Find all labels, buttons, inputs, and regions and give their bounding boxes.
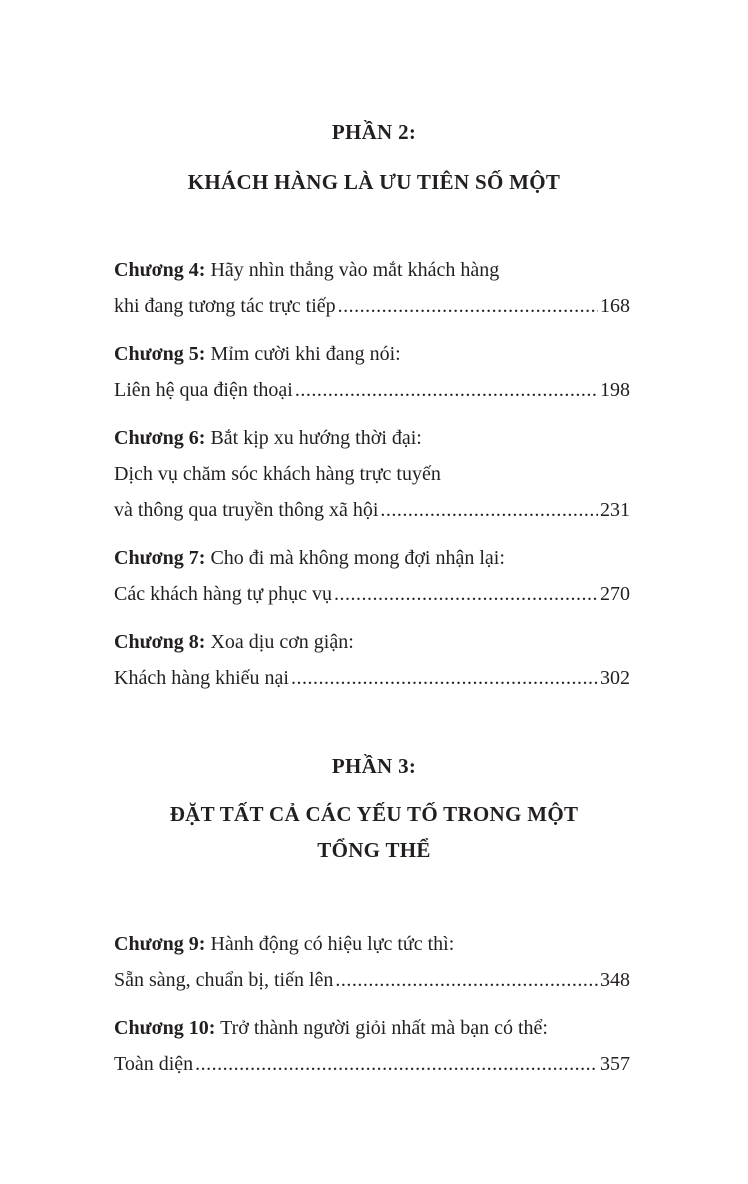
chapter-5-leader-line[interactable] (114, 378, 630, 402)
chapter-title-line: Sẵn sàng, chuẩn bị, tiến lên (114, 969, 334, 991)
chapter-title-line: Hãy nhìn thẳng vào mắt khách hàng (210, 259, 500, 281)
part-3-title-line-2: TỔNG THỂ (317, 838, 431, 862)
chapter-title-line: Hành động có hiệu lực tức thì: (210, 933, 455, 955)
chapter-label: Chương 4: (114, 259, 206, 281)
chapter-6-leader-line[interactable] (114, 498, 630, 522)
dot-leader (335, 968, 598, 992)
chapter-label: Chương 7: (114, 547, 206, 569)
page-number: 231 (600, 499, 630, 521)
page-number: 348 (600, 969, 630, 991)
chapter-title-line: Toàn diện (114, 1053, 194, 1075)
chapter-10-leader-line[interactable] (114, 1052, 630, 1076)
part-2-title: KHÁCH HÀNG LÀ ƯU TIÊN SỐ MỘT (187, 170, 561, 194)
part-3-heading: PHẦN 3: (331, 754, 417, 778)
chapter-6-middle-line: Dịch vụ chăm sóc khách hàng trực tuyến (114, 463, 441, 485)
chapter-label: Chương 6: (114, 427, 206, 449)
chapter-title-line: Khách hàng khiếu nại (114, 667, 289, 689)
chapter-title-line: Trở thành người giỏi nhất mà bạn có thể: (220, 1017, 548, 1039)
page-number: 270 (600, 583, 630, 605)
chapter-title-line: Các khách hàng tự phục vụ (114, 583, 332, 605)
dot-leader (195, 1052, 598, 1076)
dot-leader (338, 294, 598, 318)
dot-leader (334, 582, 598, 606)
page-number: 357 (600, 1053, 630, 1075)
page-number: 302 (600, 667, 630, 689)
chapter-4-entry[interactable] (114, 258, 630, 282)
chapter-label: Chương 8: (114, 631, 206, 653)
chapter-7-entry[interactable] (114, 546, 630, 570)
chapter-title-line: và thông qua truyền thông xã hội (114, 499, 379, 521)
chapter-label: Chương 9: (114, 933, 206, 955)
chapter-8-leader-line[interactable] (114, 666, 630, 690)
chapter-title-line: Liên hệ qua điện thoại (114, 379, 293, 401)
page-number: 168 (600, 295, 630, 317)
dot-leader (295, 378, 598, 402)
dot-leader (380, 498, 598, 522)
chapter-7-leader-line[interactable] (114, 582, 630, 606)
chapter-label: Chương 10: (114, 1017, 216, 1039)
chapter-label: Chương 5: (114, 343, 206, 365)
chapter-title-line: Mỉm cười khi đang nói: (210, 343, 401, 365)
chapter-8-entry[interactable] (114, 630, 630, 654)
chapter-4-leader-line[interactable] (114, 294, 630, 318)
chapter-9-leader-line[interactable] (114, 968, 630, 992)
part-3-title-line-1: ĐẶT TẤT CẢ CÁC YẾU TỐ TRONG MỘT (169, 802, 579, 826)
chapter-10-entry[interactable] (114, 1016, 630, 1040)
part-2-heading: PHẦN 2: (331, 120, 417, 144)
chapter-title-line: Bắt kịp xu hướng thời đại: (210, 427, 422, 449)
chapter-title-line: Cho đi mà không mong đợi nhận lại: (210, 547, 505, 569)
chapter-5-entry[interactable] (114, 342, 630, 366)
chapter-title-line: khi đang tương tác trực tiếp (114, 295, 336, 317)
dot-leader (291, 666, 598, 690)
chapter-9-entry[interactable] (114, 932, 630, 956)
page-number: 198 (600, 379, 630, 401)
chapter-title-line: Xoa dịu cơn giận: (210, 631, 354, 653)
chapter-6-entry[interactable] (114, 426, 630, 450)
